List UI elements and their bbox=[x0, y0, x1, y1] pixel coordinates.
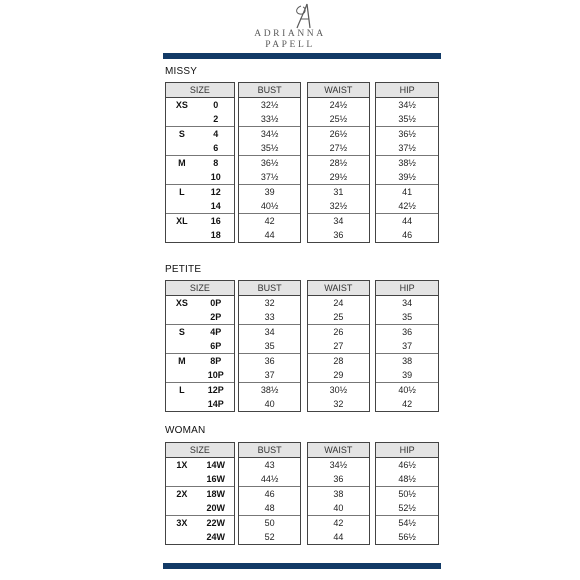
size-group-label bbox=[166, 339, 198, 354]
size-group-label: 3X bbox=[166, 516, 198, 531]
waist-value: 25½ bbox=[307, 112, 370, 127]
size-group-label: S bbox=[166, 325, 198, 340]
hip-value: 54½ bbox=[376, 516, 439, 531]
size-value: 16 bbox=[198, 214, 234, 229]
size-table-woman bbox=[165, 442, 439, 545]
waist-header: WAIST bbox=[307, 281, 370, 296]
waist-value: 42 bbox=[307, 516, 370, 531]
waist-value: 27½ bbox=[307, 141, 370, 156]
size-group-label bbox=[166, 368, 198, 383]
ap-monogram-icon bbox=[289, 2, 313, 32]
size-group-label: L bbox=[166, 185, 198, 200]
size-value: 2P bbox=[198, 310, 234, 325]
size-value: 4 bbox=[198, 127, 234, 142]
size-header: SIZE bbox=[166, 83, 235, 98]
brand-name-line1: ADRIANNA bbox=[254, 29, 326, 39]
hip-value: 48½ bbox=[376, 472, 439, 487]
bust-value: 50 bbox=[238, 516, 301, 531]
waist-value: 26 bbox=[307, 325, 370, 340]
size-value: 14W bbox=[198, 458, 234, 473]
size-table-missy bbox=[165, 82, 439, 243]
size-group-label bbox=[166, 141, 198, 156]
hip-header: HIP bbox=[376, 443, 439, 458]
table-row bbox=[166, 98, 439, 113]
size-value: 24W bbox=[198, 530, 234, 545]
table-row bbox=[166, 325, 439, 340]
size-value: 18 bbox=[198, 228, 234, 243]
size-group-label: 2X bbox=[166, 487, 198, 502]
table-row bbox=[166, 339, 439, 354]
bust-value: 32 bbox=[238, 296, 301, 311]
waist-value: 25 bbox=[307, 310, 370, 325]
waist-value: 28 bbox=[307, 354, 370, 369]
size-value: 6 bbox=[198, 141, 234, 156]
size-value: 20W bbox=[198, 501, 234, 516]
bust-value: 33½ bbox=[238, 112, 301, 127]
hip-value: 39 bbox=[376, 368, 439, 383]
bust-value: 48 bbox=[238, 501, 301, 516]
hip-value: 36½ bbox=[376, 127, 439, 142]
hip-value: 36 bbox=[376, 325, 439, 340]
size-value: 12P bbox=[198, 383, 234, 398]
hip-value: 38½ bbox=[376, 156, 439, 171]
bust-value: 46 bbox=[238, 487, 301, 502]
size-value: 10 bbox=[198, 170, 234, 185]
size-value: 22W bbox=[198, 516, 234, 531]
size-group-label: XL bbox=[166, 214, 198, 229]
bust-value: 44½ bbox=[238, 472, 301, 487]
section-title-woman: WOMAN bbox=[165, 425, 206, 436]
table-row bbox=[166, 185, 439, 200]
hip-value: 41 bbox=[376, 185, 439, 200]
waist-value: 24 bbox=[307, 296, 370, 311]
bust-value: 39 bbox=[238, 185, 301, 200]
size-group-label: XS bbox=[166, 98, 198, 113]
table-row bbox=[166, 214, 439, 229]
hip-value: 34 bbox=[376, 296, 439, 311]
size-group-label: L bbox=[166, 383, 198, 398]
bust-value: 36 bbox=[238, 354, 301, 369]
waist-value: 28½ bbox=[307, 156, 370, 171]
table-row bbox=[166, 141, 439, 156]
table-row bbox=[166, 501, 439, 516]
hip-value: 50½ bbox=[376, 487, 439, 502]
hip-value: 46½ bbox=[376, 458, 439, 473]
bust-header: BUST bbox=[238, 83, 301, 98]
waist-value: 40 bbox=[307, 501, 370, 516]
table-row bbox=[166, 310, 439, 325]
bust-value: 43 bbox=[238, 458, 301, 473]
size-header: SIZE bbox=[166, 281, 235, 296]
waist-header: WAIST bbox=[307, 83, 370, 98]
hip-value: 52½ bbox=[376, 501, 439, 516]
size-header: SIZE bbox=[166, 443, 235, 458]
size-group-label bbox=[166, 199, 198, 214]
waist-value: 36 bbox=[307, 472, 370, 487]
section-title-missy: MISSY bbox=[165, 66, 198, 77]
size-value: 0P bbox=[198, 296, 234, 311]
size-value: 12 bbox=[198, 185, 234, 200]
waist-value: 27 bbox=[307, 339, 370, 354]
size-value: 4P bbox=[198, 325, 234, 340]
bust-header: BUST bbox=[238, 281, 301, 296]
section-title-petite: PETITE bbox=[165, 264, 202, 275]
size-group-label bbox=[166, 310, 198, 325]
header-rule bbox=[163, 53, 441, 59]
hip-value: 40½ bbox=[376, 383, 439, 398]
bust-value: 34 bbox=[238, 325, 301, 340]
bust-value: 40 bbox=[238, 397, 301, 412]
table-row bbox=[166, 383, 439, 398]
size-value: 14P bbox=[198, 397, 234, 412]
size-group-label bbox=[166, 501, 198, 516]
hip-value: 46 bbox=[376, 228, 439, 243]
hip-value: 35½ bbox=[376, 112, 439, 127]
table-row bbox=[166, 397, 439, 412]
bust-value: 32½ bbox=[238, 98, 301, 113]
table-row bbox=[166, 127, 439, 142]
bust-value: 35 bbox=[238, 339, 301, 354]
waist-value: 34½ bbox=[307, 458, 370, 473]
size-value: 0 bbox=[198, 98, 234, 113]
waist-value: 38 bbox=[307, 487, 370, 502]
table-row bbox=[166, 199, 439, 214]
bust-value: 37½ bbox=[238, 170, 301, 185]
waist-header: WAIST bbox=[307, 443, 370, 458]
table-row bbox=[166, 516, 439, 531]
size-group-label bbox=[166, 397, 198, 412]
waist-value: 24½ bbox=[307, 98, 370, 113]
footer-rule bbox=[163, 563, 441, 569]
size-group-label: XS bbox=[166, 296, 198, 311]
hip-value: 37 bbox=[376, 339, 439, 354]
table-row bbox=[166, 458, 439, 473]
hip-value: 42 bbox=[376, 397, 439, 412]
hip-value: 56½ bbox=[376, 530, 439, 545]
size-value: 2 bbox=[198, 112, 234, 127]
table-row bbox=[166, 487, 439, 502]
size-value: 14 bbox=[198, 199, 234, 214]
hip-value: 35 bbox=[376, 310, 439, 325]
waist-value: 29 bbox=[307, 368, 370, 383]
table-row bbox=[166, 354, 439, 369]
hip-value: 37½ bbox=[376, 141, 439, 156]
size-value: 10P bbox=[198, 368, 234, 383]
bust-value: 33 bbox=[238, 310, 301, 325]
brand-name-line2: PAPELL bbox=[265, 40, 315, 50]
bust-value: 34½ bbox=[238, 127, 301, 142]
hip-header: HIP bbox=[376, 83, 439, 98]
table-row bbox=[166, 170, 439, 185]
table-row bbox=[166, 296, 439, 311]
table-row bbox=[166, 156, 439, 171]
table-row bbox=[166, 112, 439, 127]
size-group-label: S bbox=[166, 127, 198, 142]
waist-value: 34 bbox=[307, 214, 370, 229]
hip-value: 34½ bbox=[376, 98, 439, 113]
bust-value: 44 bbox=[238, 228, 301, 243]
table-row bbox=[166, 530, 439, 545]
hip-value: 39½ bbox=[376, 170, 439, 185]
bust-header: BUST bbox=[238, 443, 301, 458]
waist-value: 30½ bbox=[307, 383, 370, 398]
size-value: 8 bbox=[198, 156, 234, 171]
size-group-label bbox=[166, 228, 198, 243]
size-group-label bbox=[166, 170, 198, 185]
size-value: 6P bbox=[198, 339, 234, 354]
size-value: 16W bbox=[198, 472, 234, 487]
size-value: 8P bbox=[198, 354, 234, 369]
size-value: 18W bbox=[198, 487, 234, 502]
size-group-label bbox=[166, 472, 198, 487]
size-table-petite bbox=[165, 280, 439, 412]
waist-value: 36 bbox=[307, 228, 370, 243]
size-group-label bbox=[166, 112, 198, 127]
bust-value: 42 bbox=[238, 214, 301, 229]
hip-header: HIP bbox=[376, 281, 439, 296]
waist-value: 32 bbox=[307, 397, 370, 412]
table-row bbox=[166, 472, 439, 487]
waist-value: 29½ bbox=[307, 170, 370, 185]
brand-logo bbox=[0, 0, 580, 52]
bust-value: 35½ bbox=[238, 141, 301, 156]
bust-value: 40½ bbox=[238, 199, 301, 214]
waist-value: 26½ bbox=[307, 127, 370, 142]
size-group-label: M bbox=[166, 156, 198, 171]
size-group-label bbox=[166, 530, 198, 545]
bust-value: 38½ bbox=[238, 383, 301, 398]
size-group-label: M bbox=[166, 354, 198, 369]
waist-value: 32½ bbox=[307, 199, 370, 214]
hip-value: 44 bbox=[376, 214, 439, 229]
waist-value: 31 bbox=[307, 185, 370, 200]
hip-value: 42½ bbox=[376, 199, 439, 214]
size-group-label: 1X bbox=[166, 458, 198, 473]
table-row bbox=[166, 368, 439, 383]
waist-value: 44 bbox=[307, 530, 370, 545]
table-row bbox=[166, 228, 439, 243]
bust-value: 37 bbox=[238, 368, 301, 383]
bust-value: 52 bbox=[238, 530, 301, 545]
bust-value: 36½ bbox=[238, 156, 301, 171]
hip-value: 38 bbox=[376, 354, 439, 369]
